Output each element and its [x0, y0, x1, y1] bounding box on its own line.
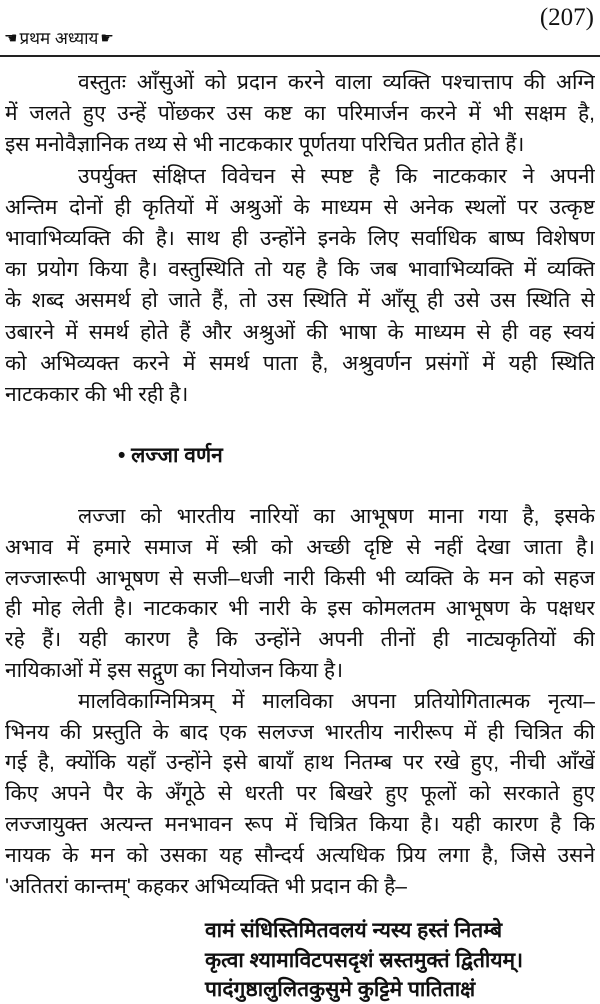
section-heading: • लज्जा वर्णन: [118, 444, 223, 467]
verse-line: कृत्वा श्यामाविटपसदृशं स्रस्तमुक्तं द्वितीयम्।: [205, 949, 524, 972]
text-line: भावाभिव्यक्ति की है। साथ ही उन्होंने इनके लिए सर्वाधिक बाष्प विशेषण: [5, 227, 595, 250]
text-line: उपर्युक्त संक्षिप्त विवेचन से स्पष्ट है कि नाटककार ने अपनी: [78, 164, 595, 188]
text-line: लज्जारूपी आभूषण से सजी–धजी नारी किसी भी व्यक्ति के मन को सहज: [5, 566, 595, 590]
text-line: का प्रयोग किया है। वस्तुस्थिति तो यह है कि जब भावाभिव्यक्ति में व्यक्ति: [5, 258, 595, 282]
pointing-hand-right-icon: ☛: [100, 29, 114, 47]
text-line: अन्तिम दोनों ही कृतियों में अश्रुओं के माध्यम से अनेक स्थलों पर उत्कृष्ट: [5, 195, 595, 219]
text-line: को अभिव्यक्त करने में समर्थ पाता है, अश्रुवर्णन प्रसंगों में यही स्थिति: [5, 351, 595, 375]
text-line: 'अतितरां कान्तम्' कहकर अभिव्यक्ति भी प्रदान की है–: [5, 874, 407, 898]
page-number: (207): [539, 4, 594, 31]
running-header: [4, 26, 114, 49]
text-line: उबारने में समर्थ होते हैं और अश्रुओं की भाषा के माध्यम से ही वह स्वयं: [5, 320, 595, 344]
text-line: लज्जा को भारतीय नारियों का आभूषण माना गया है, इसके: [78, 505, 595, 528]
text-line: गई है, क्योंकि यहाँ उन्होंने इसे बायाँ हाथ नितम्ब पर रखे हुए, नीची आँखें: [5, 751, 595, 775]
verse-line: वामं संधिस्तिमितवलयं न्यस्य हस्तं नितम्बे: [205, 919, 503, 942]
text-line: ही मोह लेती है। नाटककार भी नारी के इस कोमलतम आभूषण के पक्षधर: [5, 597, 595, 621]
text-line: में जलते हुए उन्हें पोंछकर उस कष्ट का परिमार्जन करने में भी सक्षम है,: [5, 102, 595, 126]
chapter-title: प्रथम अध्याय: [19, 29, 99, 48]
text-line: इस मनोवैज्ञानिक तथ्य से भी नाटककार पूर्णतया परिचित प्रतीत होते हैं।: [5, 133, 525, 157]
text-line: लज्जायुक्त अत्यन्त मनभावन रूप में चित्रित किया है। यही कारण है कि: [5, 813, 595, 836]
text-line: रहे हैं। यही कारण है कि उन्होंने अपनी तीनों ही नाट्यकृतियों की: [5, 628, 595, 652]
text-line: वस्तुतः आँसुओं को प्रदान करने वाला व्यक्ति पश्चात्ताप की अग्नि: [78, 71, 595, 94]
pointing-hand-left-icon: ☚: [4, 29, 18, 47]
text-line: अभाव में हमारे समाज में स्त्री को अच्छी दृष्टि से नहीं देखा जाता है।: [5, 535, 595, 559]
text-line: नाटककार की भी रही है।: [5, 383, 189, 406]
text-line: मालविकाग्निमित्रम् में मालविका अपना प्रतियोगितात्मक नृत्या–: [78, 689, 595, 713]
text-line: किए अपने पैर के अँगूठे से धरती पर बिखरे हुए फूलों को सरकाते हुए: [5, 782, 595, 806]
text-line: नायिकाओं में इस सद्गुण का नियोजन किया है।: [5, 659, 344, 682]
header-rule: [0, 55, 600, 57]
text-line: के शब्द असमर्थ हो जाते हैं, तो उस स्थिति में आँसू ही उसे उस स्थिति से: [5, 289, 595, 313]
text-line: भिनय की प्रस्तुति के बाद एक सलज्ज भारतीय नारीरूप में ही चित्रित की: [5, 720, 595, 744]
text-line: नायक के मन को उसका यह सौन्दर्य अत्यधिक प्रिय लगा है, जिसे उसने: [5, 843, 595, 867]
verse-line: पादंगुष्ठालुलितकुसुमे कुट्टिमे पातिताक्षं: [205, 978, 476, 1001]
